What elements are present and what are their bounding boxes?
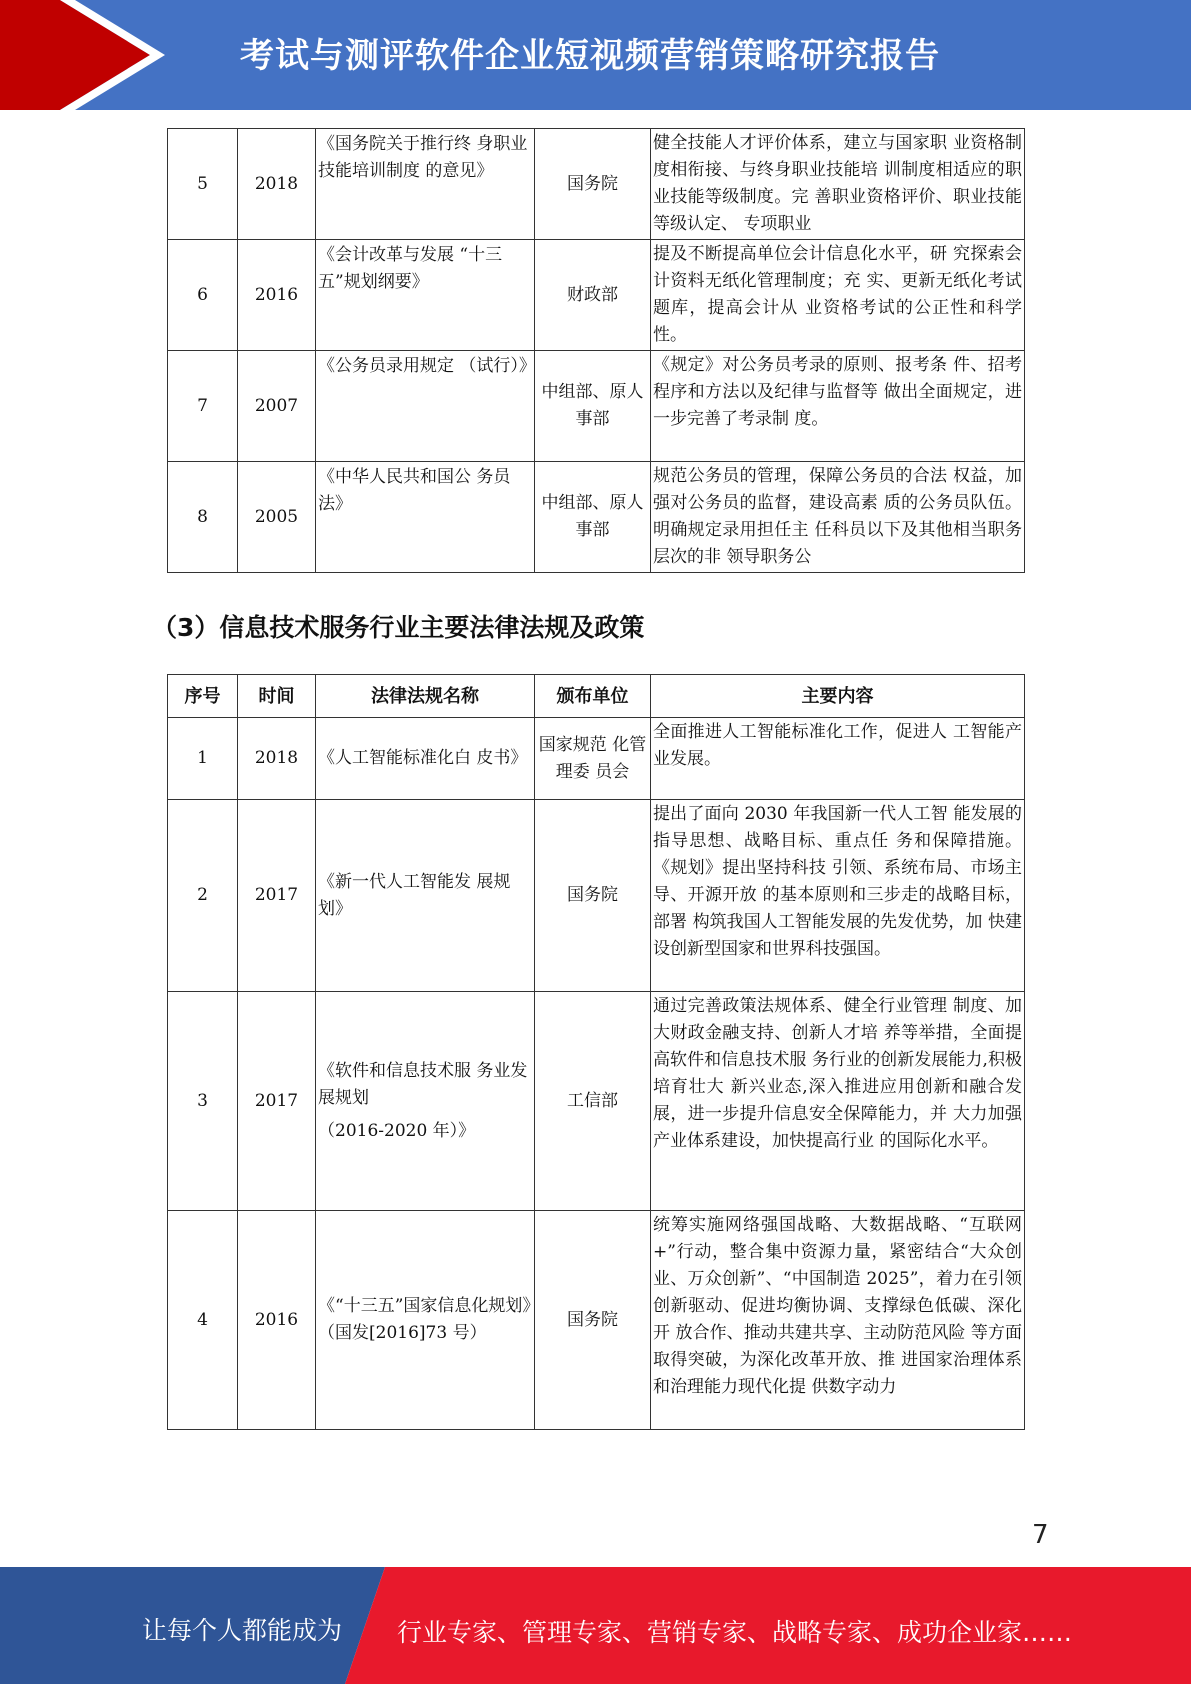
row-content-text: 提出了面向 2030 年我国新一代人工智 能发展的指导思想、战略目标、重点任 务和保障措施。《规划》提出坚持科技 引领、系统布局、市场主导、开源开放 的基本原则和三步走的战略目标，部署 构筑我国人工智能发展的先发优势，加 快建设创新型国家和世界科技强国。 [653, 804, 1022, 959]
table-header-row [168, 675, 1025, 718]
row-content [651, 240, 1025, 351]
row-law-name: 《人工智能标准化白 皮书》 [316, 718, 535, 800]
row-content [651, 129, 1025, 240]
row-content [651, 462, 1025, 573]
row-year: 2018 [238, 129, 316, 240]
row-content-text: 健全技能人才评价体系，建立与国家职 业资格制度相衔接、与终身职业技能培 训制度相适应的职业技能等级制度。完 善职业资格评价、职业技能等级认定、 专项职业 [653, 133, 1022, 234]
table-row [168, 800, 1025, 992]
row-law-name: 《会计改革与发展 “十三五”规划纲要》 [316, 240, 535, 351]
row-content [651, 800, 1025, 992]
row-content [651, 351, 1025, 462]
row-number: 2 [168, 800, 238, 992]
row-year: 2007 [238, 351, 316, 462]
row-law-name: 《中华人民共和国公 务员法》 [316, 462, 535, 573]
row-number: 7 [168, 351, 238, 462]
row-content [651, 1211, 1025, 1430]
section-heading: （3）信息技术服务行业主要法律法规及政策 [152, 613, 645, 642]
row-number: 6 [168, 240, 238, 351]
row-year: 2016 [238, 1211, 316, 1430]
row-content [651, 718, 1025, 800]
table-row [168, 992, 1025, 1211]
page-footer [0, 1567, 1191, 1684]
footer-slogan-left: 让每个人都能成为 [142, 1616, 343, 1645]
row-year: 2005 [238, 462, 316, 573]
page-number: 7 [1032, 1520, 1049, 1550]
header-number: 序号 [168, 675, 238, 718]
row-law-name [316, 992, 535, 1211]
header-law-name: 法律法规名称 [316, 675, 535, 718]
row-law-name: 《新一代人工智能发 展规划》 [316, 800, 535, 992]
table-row [168, 129, 1025, 240]
header-year: 时间 [238, 675, 316, 718]
row-issuer: 中组部、原人事部 [535, 351, 651, 462]
row-content-text: 统筹实施网络强国战略、大数据战略、“互联网+”行动，整合集中资源力量，紧密结合“大众创业、万众创新”、“中国制造 2025”，着力在引领创新驱动、促进均衡协调、支撑绿色低碳、深化开 放合作、推动共建共享、主动防范风险 等方面取得突破，为深化改革开放、推 进国家治理体系和治理能力现代化提 供数字动力 [653, 1215, 1022, 1397]
row-year: 2016 [238, 240, 316, 351]
report-title: 考试与测评软件企业短视频营销策略研究报告 [240, 36, 940, 76]
row-content-text: 《规定》对公务员考录的原则、报考条 件、招考程序和方法以及纪律与监督等 做出全面规定，进一步完善了考录制 度。 [653, 355, 1022, 429]
row-year: 2018 [238, 718, 316, 800]
row-issuer: 中组部、原人事部 [535, 462, 651, 573]
row-issuer: 国务院 [535, 129, 651, 240]
table-row [168, 462, 1025, 573]
row-content-text: 提及不断提高单位会计信息化水平，研 究探索会计资料无纸化管理制度；充 实、更新无纸化考试题库，提高会计从 业资格考试的公正性和科学性。 [653, 244, 1022, 345]
row-issuer: 工信部 [535, 992, 651, 1211]
row-content-text: 全面推进人工智能标准化工作，促进人 工智能产业发展。 [653, 722, 1022, 769]
page-header [0, 0, 1191, 110]
row-law-name: 《公务员录用规定 （试行）》 [316, 351, 535, 462]
row-year: 2017 [238, 800, 316, 992]
table-row [168, 718, 1025, 800]
row-number: 1 [168, 718, 238, 800]
row-law-name: 《国务院关于推行终 身职业技能培训制度 的意见》 [316, 129, 535, 240]
row-number: 8 [168, 462, 238, 573]
it-services-policy-table [167, 674, 1025, 1430]
row-content [651, 992, 1025, 1211]
header-issuer: 颁布单位 [535, 675, 651, 718]
row-issuer: 国家规范 化管理委 员会 [535, 718, 651, 800]
table-row [168, 351, 1025, 462]
row-law-name: 《“十三五”国家信息化规划》（国发[2016]73 号） [316, 1211, 535, 1430]
row-content-text: 规范公务员的管理，保障公务员的合法 权益，加强对公务员的监督，建设高素 质的公务员队伍。明确规定录用担任主 任科员以下及其他相当职务层次的非 领导职务公 [653, 466, 1022, 567]
row-number: 3 [168, 992, 238, 1211]
header-content: 主要内容 [651, 675, 1025, 718]
table-row [168, 240, 1025, 351]
row-issuer: 国务院 [535, 1211, 651, 1430]
row-law-name-line1: 《软件和信息技术服 务业发展规划 [318, 1060, 528, 1108]
row-law-name-line2: （2016-2020 年）》 [318, 1120, 476, 1141]
row-number: 4 [168, 1211, 238, 1430]
table-row [168, 1211, 1025, 1430]
policy-table-continued [167, 128, 1025, 573]
row-issuer: 财政部 [535, 240, 651, 351]
row-content-text: 通过完善政策法规体系、健全行业管理 制度、加大财政金融支持、创新人才培 养等举措，全面提高软件和信息技术服 务行业的创新发展能力,积极培育壮大 新兴业态,深入推进应用创新和融合发 展，进一步提升信息安全保障能力，并 大力加强产业体系建设，加快提高行业 的国际化水平。 [653, 996, 1022, 1151]
row-issuer: 国务院 [535, 800, 651, 992]
row-year: 2017 [238, 992, 316, 1211]
footer-slogan-right: 行业专家、管理专家、营销专家、战略专家、成功企业家…… [397, 1618, 1073, 1647]
row-number: 5 [168, 129, 238, 240]
